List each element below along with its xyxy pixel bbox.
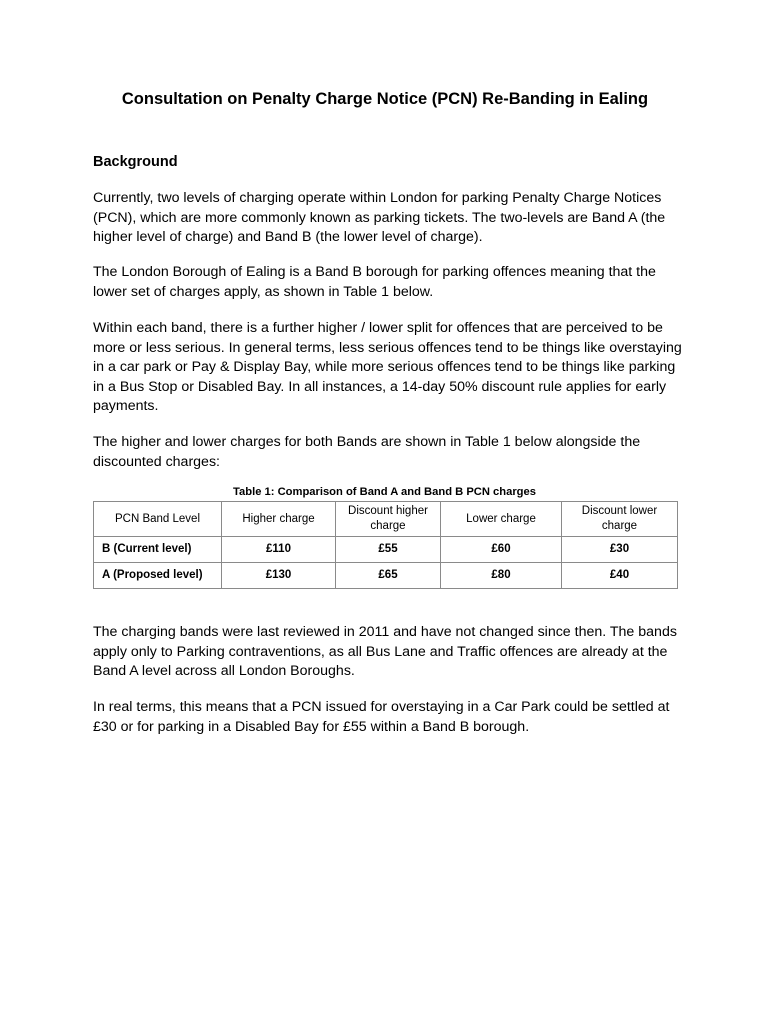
header-pcn-band-level: PCN Band Level: [94, 502, 222, 537]
header-discount-higher-charge: Discount higher charge: [336, 502, 441, 537]
cell-lower-charge: £60: [441, 537, 562, 563]
paragraph-ealing-band: The London Borough of Ealing is a Band B borough for parking offences meaning that the lower set of charges apply, as shown in Table 1 below.: [93, 264, 656, 300]
cell-band-level: B (Current level): [94, 537, 222, 563]
paragraph-charging-levels: Currently, two levels of charging operate within London for parking Penalty Charge Notices (PCN), which are more commonly known as parking tickets. The two-levels are Band A (the higher level of charge) and Band B (the lower level of charge).: [93, 190, 666, 245]
table-caption: Table 1: Comparison of Band A and Band B PCN charges: [233, 486, 536, 498]
cell-discount-lower-charge: £40: [562, 563, 678, 589]
paragraph-real-terms: In real terms, this means that a PCN issued for overstaying in a Car Park could be settled at £30 or for parking in a Disabled Bay for £55 within a Band B borough.: [93, 699, 670, 735]
cell-higher-charge: £130: [222, 563, 336, 589]
header-discount-lower-charge: Discount lower charge: [562, 502, 678, 537]
cell-discount-higher-charge: £55: [336, 537, 441, 563]
paragraph-table-intro: The higher and lower charges for both Bands are shown in Table 1 below alongside the discounted charges:: [93, 434, 641, 470]
section-heading: Background: [93, 154, 178, 170]
cell-lower-charge: £80: [441, 563, 562, 589]
cell-band-level: A (Proposed level): [94, 563, 222, 589]
document-title: Consultation on Penalty Charge Notice (PCN) Re-Banding in Ealing: [121, 90, 649, 108]
paragraph-higher-lower-split: Within each band, there is a further higher / lower split for offences that are perceived to be more or less serious. In general terms, less serious offences tend to be things like overstaying in a car park or Pay & Display Bay, while more serious offences tend to be things like parking in a Bus Stop or Disabled Bay. In all instances, a 14-day 50% discount rule applies for early payments.: [93, 320, 682, 414]
cell-discount-higher-charge: £65: [336, 563, 441, 589]
header-lower-charge: Lower charge: [441, 502, 562, 537]
table-row: [94, 563, 678, 589]
cell-higher-charge: £110: [222, 537, 336, 563]
header-higher-charge: Higher charge: [222, 502, 336, 537]
table-header-row: [94, 502, 678, 537]
pcn-charges-table: [93, 501, 678, 589]
cell-discount-lower-charge: £30: [562, 537, 678, 563]
table-row: [94, 537, 678, 563]
paragraph-last-reviewed: The charging bands were last reviewed in 2011 and have not changed since then. The bands apply only to Parking contraventions, as all Bus Lane and Traffic offences are already at the Band A level across all London Boroughs.: [93, 624, 677, 679]
